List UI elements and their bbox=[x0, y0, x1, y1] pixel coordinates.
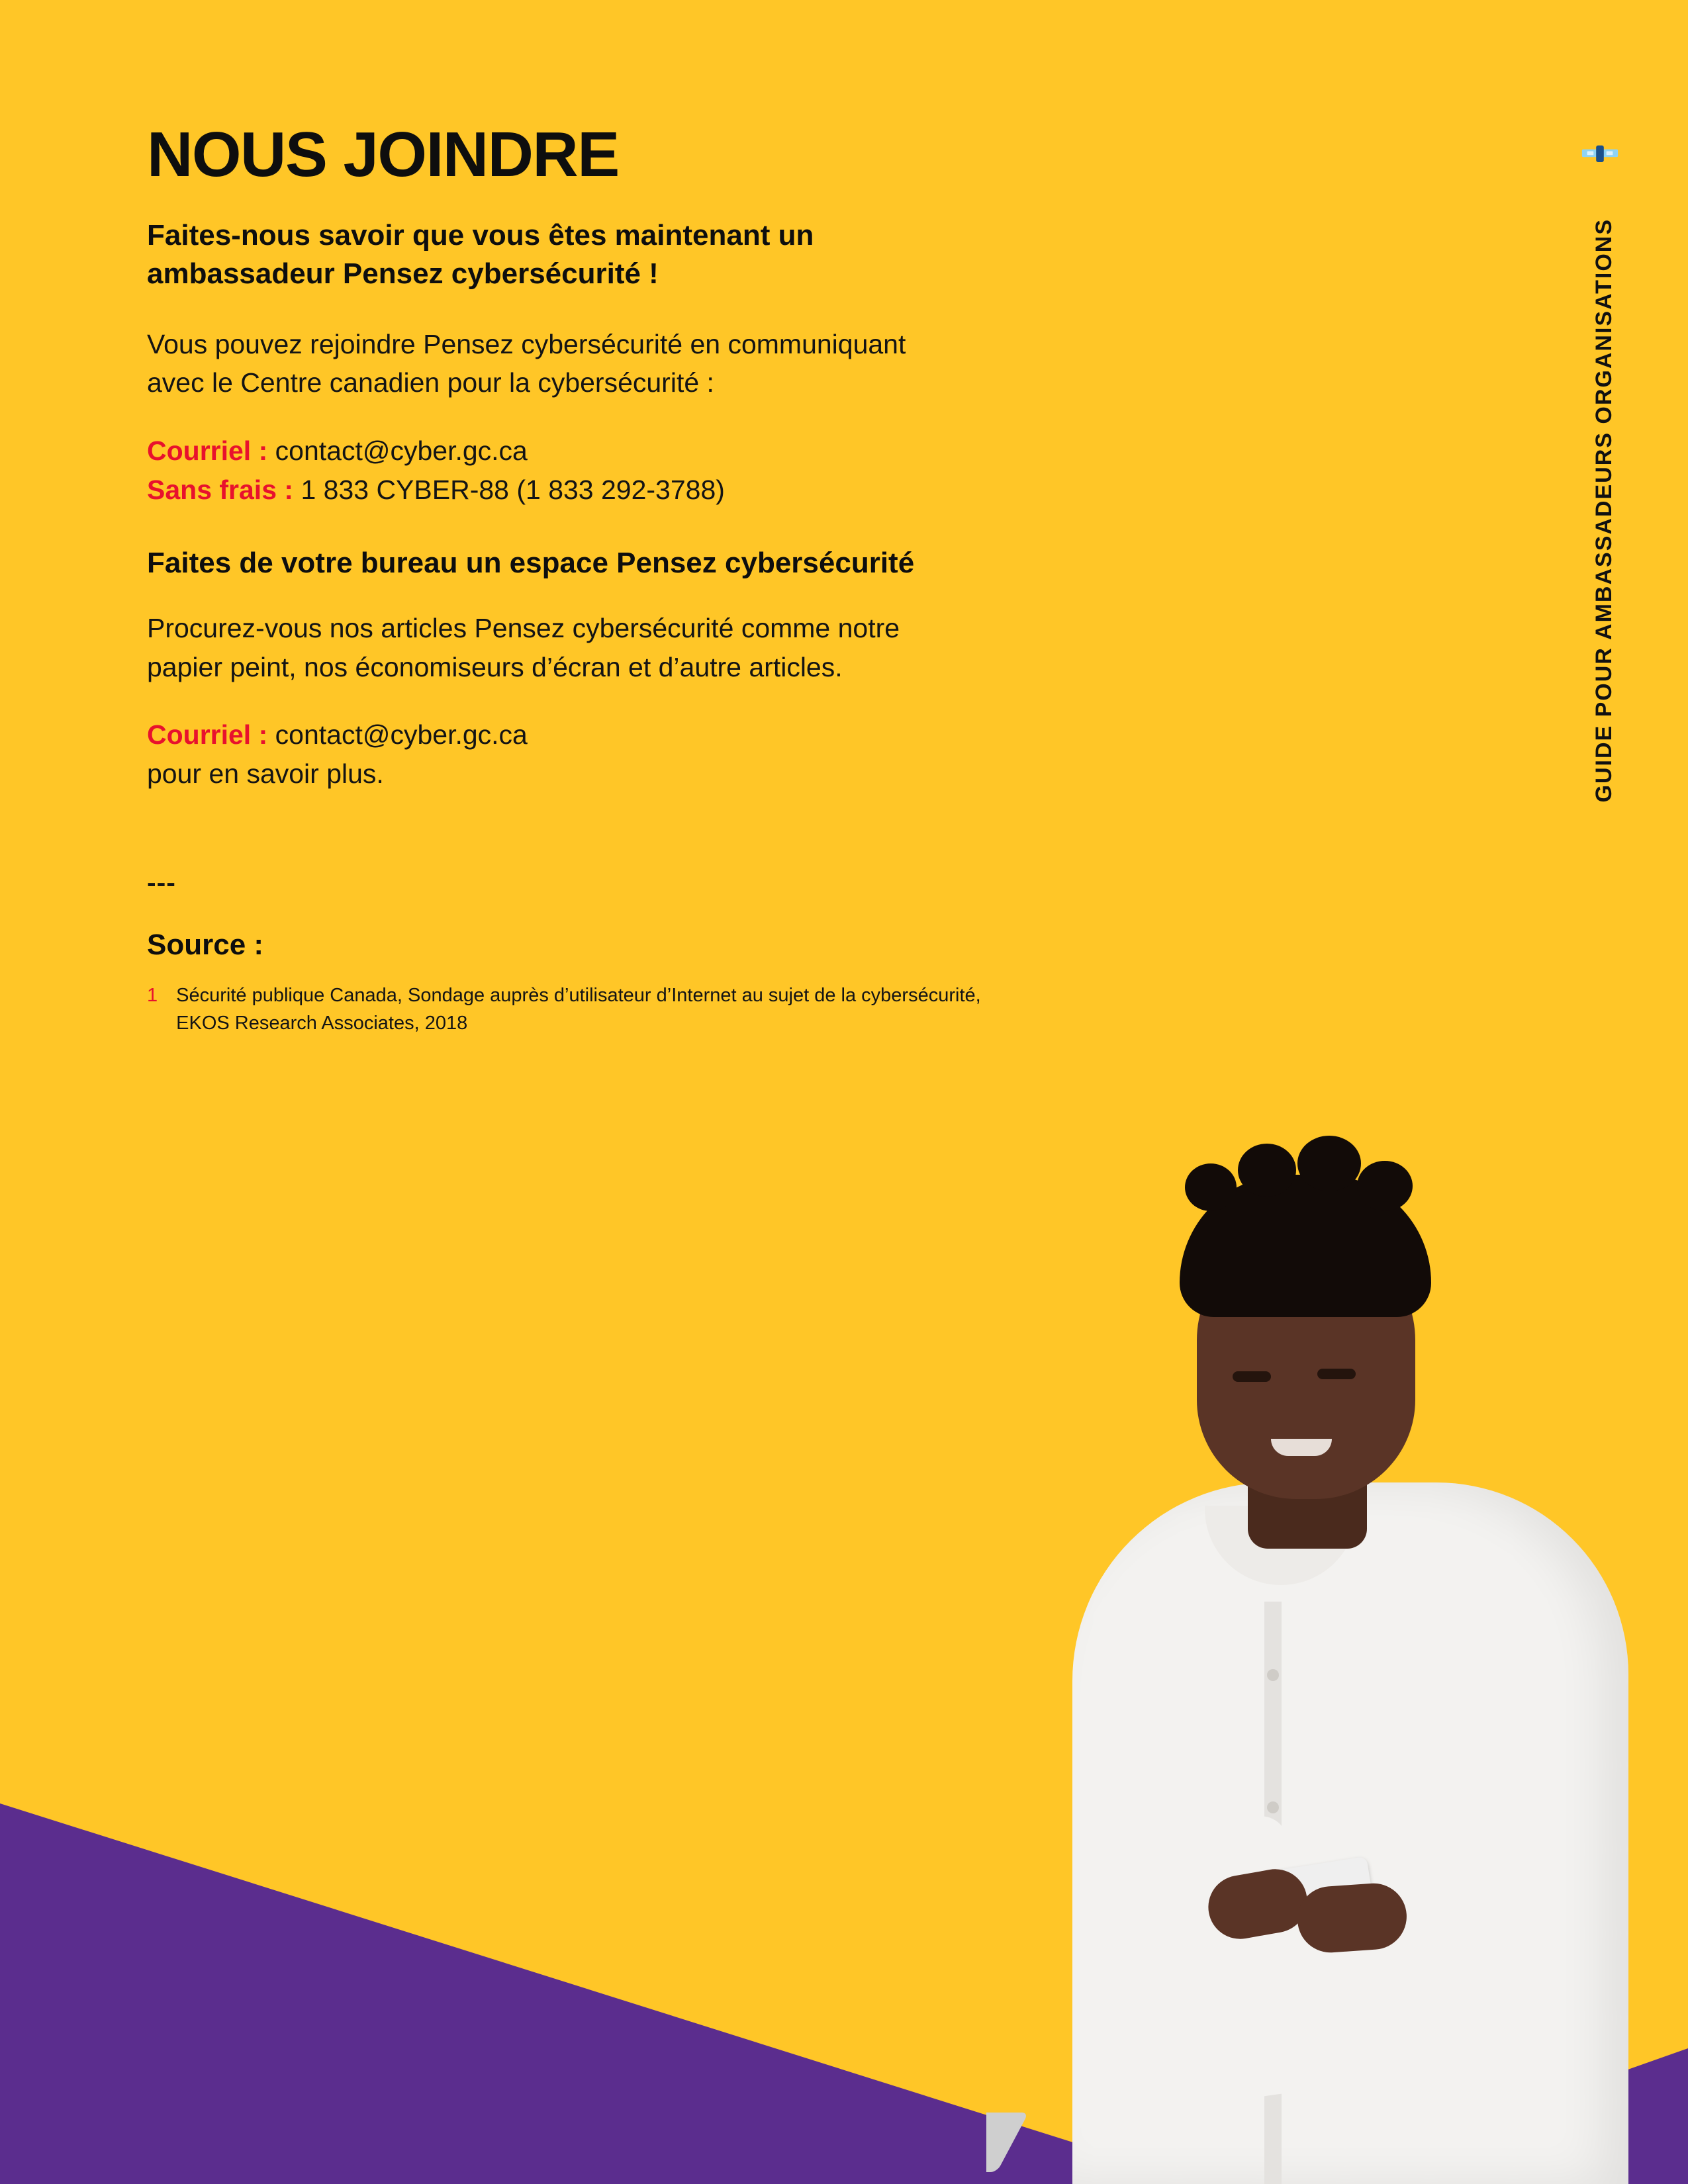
contact-block-secondary bbox=[147, 715, 1180, 794]
contact-block-primary bbox=[147, 432, 1180, 510]
subheading-ambassador: Faites-nous savoir que vous êtes maintenant un ambassadeur Pensez cybersécurité ! bbox=[147, 218, 814, 290]
hand-right bbox=[1295, 1881, 1409, 1954]
source-number: 1 bbox=[147, 984, 158, 1006]
phone-value[interactable]: 1 833 CYBER-88 (1 833 292-3788) bbox=[301, 474, 725, 505]
paragraph-join: Vous pouvez rejoindre Pensez cybersécurité en communiquant avec le Centre canadien pour la cybersécurité : bbox=[147, 329, 906, 398]
hair-tuft bbox=[1297, 1136, 1361, 1191]
hair-tuft bbox=[1185, 1163, 1237, 1211]
source-heading: Source : bbox=[147, 928, 264, 961]
page-title: NOUS JOINDRE bbox=[147, 119, 619, 190]
contact-email-line-2 bbox=[147, 715, 1180, 754]
cyber-centre-logo bbox=[1579, 140, 1620, 181]
source-item bbox=[147, 981, 1021, 1037]
mouth bbox=[1271, 1439, 1332, 1456]
paragraph-materials: Procurez-vous nos articles Pensez cybersécurité comme notre papier peint, nos économiseurs d’écran et d’autre articles. bbox=[147, 613, 900, 682]
subheading-office-space: Faites de votre bureau un espace Pensez cybersécurité bbox=[147, 547, 915, 580]
source-text: Sécurité publique Canada, Sondage auprès d’utilisateur d’Internet au sujet de la cybersécurité, EKOS Research Associates, 2018 bbox=[176, 984, 981, 1034]
contact-email-line bbox=[147, 432, 1180, 471]
divider-dashes: --- bbox=[147, 866, 176, 897]
phone-label: Sans frais : bbox=[147, 474, 294, 505]
shirt-button bbox=[1267, 1669, 1279, 1681]
side-rail-label: GUIDE POUR AMBASSADEURS ORGANISATIONS bbox=[1591, 218, 1617, 803]
side-rail bbox=[1545, 119, 1624, 1046]
shirt-button bbox=[1267, 1801, 1279, 1813]
man-with-laptop-and-phone-photo bbox=[986, 1052, 1688, 2184]
eye-right bbox=[1317, 1369, 1356, 1379]
hair-tuft bbox=[1357, 1161, 1413, 1211]
email-label: Courriel : bbox=[147, 435, 268, 466]
main-content bbox=[147, 119, 1180, 1037]
hair-tuft bbox=[1238, 1144, 1296, 1197]
laptop-base bbox=[986, 2113, 1029, 2172]
email-label-2: Courriel : bbox=[147, 719, 268, 750]
contact-followup: pour en savoir plus. bbox=[147, 758, 384, 790]
email-value[interactable]: contact@cyber.gc.ca bbox=[275, 435, 528, 466]
contact-phone-line bbox=[147, 471, 1180, 510]
email-value-2[interactable]: contact@cyber.gc.ca bbox=[275, 719, 528, 750]
eye-left bbox=[1233, 1371, 1271, 1382]
